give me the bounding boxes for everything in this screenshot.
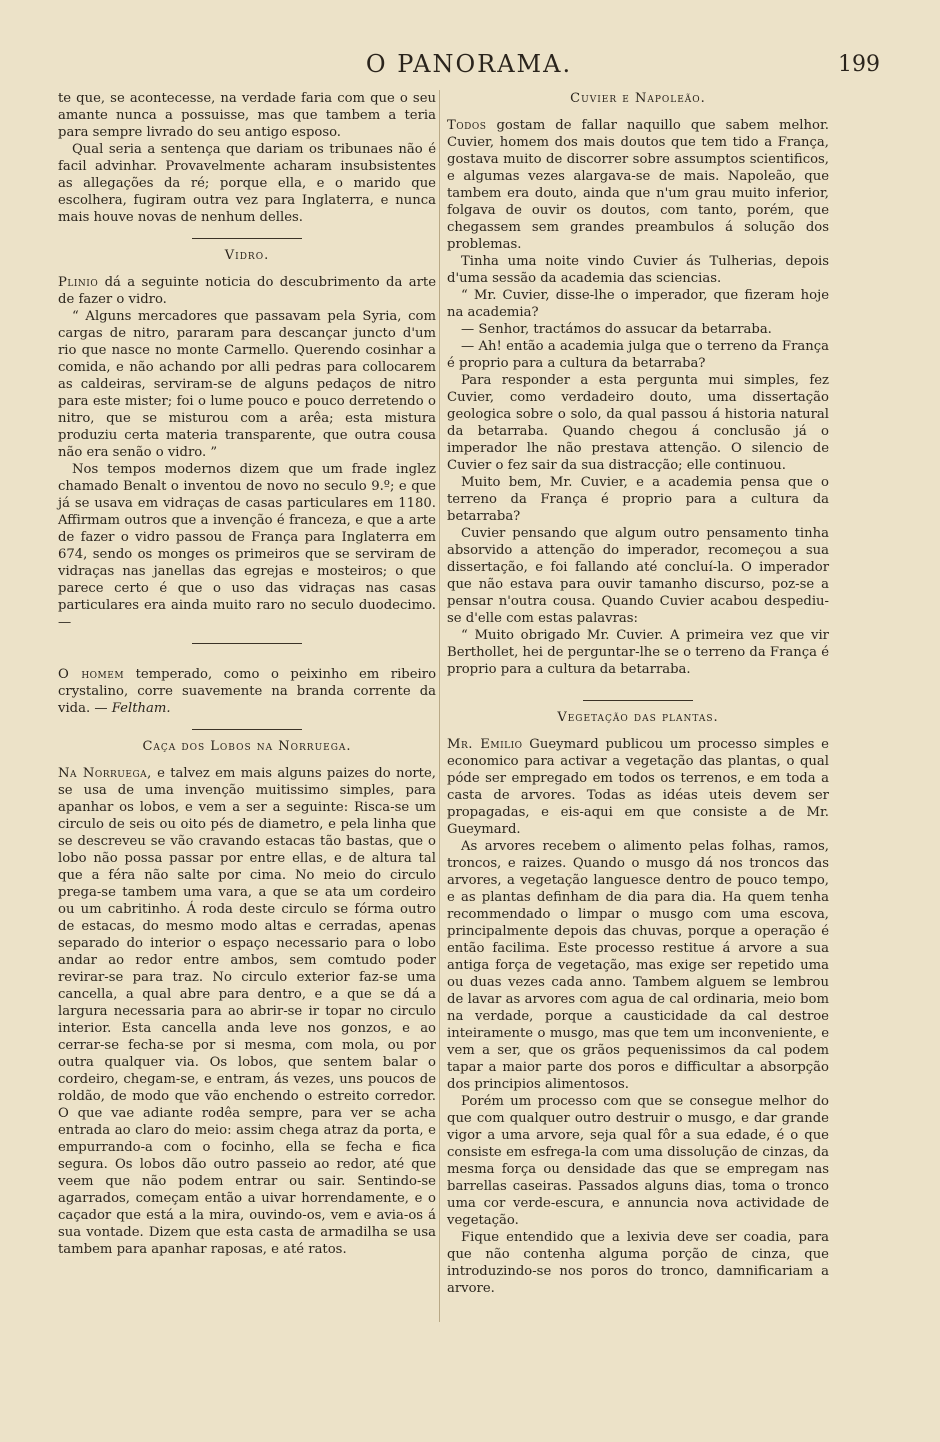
right-column [447, 90, 829, 1297]
lobos-paragraph [58, 765, 436, 1258]
page-number: 199 [838, 52, 880, 77]
lobos-lead: Na Norruega, [58, 766, 152, 781]
homem-text: temperado, como o peixinho em ribeiro crystalino, corre suavemente na branda corrente da vida. — [58, 667, 437, 716]
intro-paragraph-2: Qual seria a sentença que dariam os tribunaes não é facil advinhar. Provavelmente acharam insubsistentes as allegações da ré; porque ella, e o marido que escolhera, fugiram outra vez para Inglaterra, e nunca mais houve novas de nenhum delles. [58, 142, 436, 225]
cuvier-paragraph: Cuvier pensando que algum outro pensamento tinha absorvido a attenção do imperador, recomeçou a sua dissertação, e foi fallando até concluí-la. O imperador que não estava para ouvir tamanho discurso, poz-se a pensar n'outra cousa. Quando Cuvier acabou despediu-se d'elle com estas palavras: [447, 526, 829, 626]
vegetacao-paragraph-1 [447, 736, 829, 838]
vidro-p1-text: dá a seguinte noticia do descubrimento da arte de fazer o vidro. [58, 275, 436, 307]
cuvier-paragraph: — Ah! então a academia julga que o terreno da França é proprio para a cultura da betarraba? [447, 339, 829, 371]
cuvier-paragraph: Muito bem, Mr. Cuvier, e a academia pensa que o terreno da França é proprio para a cultura da betarraba? [447, 475, 829, 524]
vidro-lead-word: Plinio [58, 275, 99, 290]
vegetacao-p1-text: Gueymard publicou um processo simples e economico para activar a vegetação das plantas, o qual póde ser empregado em todos os terrenos, e em toda a casta de arvores. Todas as idéas uteis devem ser propagadas, e eis-aqui em que consiste a de Mr. Gueymard. [447, 737, 829, 837]
cuvier-paragraph: “ Muito obrigado Mr. Cuvier. A primeira vez que vir Berthollet, hei de perguntar-lhe se o terreno da França é proprio para a cultura da betarraba. [447, 628, 829, 677]
section-separator [192, 643, 302, 644]
homem-lead: O homem [58, 667, 125, 682]
cuvier-lead: Todos [447, 118, 487, 133]
section-separator [583, 700, 693, 701]
lobos-text: e talvez em mais alguns paizes do norte, se usa de uma invenção muitissimo simples, para apanhar os lobos, e vem a ser a seguinte: Risca-se um circulo de seis ou oito pés de diametro, e pela linha que se descreveu se vão cravando estacas tão bastas, que o lobo não possa passar por entre ellas, e de altura tal que a féra não salte por cima. No meio do circulo prega-se tambem uma vara, a que se ata um cordeiro ou um cabritinho. Á roda deste circulo se fórma outro de estacas, do mesmo modo altas e cerradas, apenas separado do interior o espaço necessario para o lobo andar ao redor entre ambos, sem comtudo poder revirar-se para traz. No circulo exterior faz-se uma cancella, a qual abre para dentro, e a que se dá a largura necessaria para ao abrir-se ir topar no circulo interior. Esta cancella anda leve nos gonzos, e ao cerrar-se fecha-se por si mesma, com mola, ou por outra qualquer via. Os lobos, que sentem balar o cordeiro, chegam-se, e entram, ás vezes, uns poucos de roldão, de modo que vão enchendo o estreito corredor. O que vae adiante rodêa sempre, para ver se acha entrada ao claro do meio: assim chega atraz da porta, e empurrando-a com o focinho, ella se fecha e fica segura. Os lobos dão outro passeio ao redor, até que veem que não podem entrar ou sair. Sentindo-se agarrados, começam então a uivar horrendamente, e o caçador que está a la mira, ouvindo-os, vem e avia-os á sua vontade. Dizem que esta casta de armadilha se usa tambem para apanhar raposas, e até ratos. [58, 766, 436, 1257]
cuvier-paragraph: Tinha uma noite vindo Cuvier ás Tulherias, depois d'uma sessão da academia das sciencias. [447, 254, 829, 286]
lobos-heading: Caça dos Lobos na Norruega. [142, 739, 352, 754]
vegetacao-paragraph: As arvores recebem o alimento pelas folhas, ramos, troncos, e raizes. Quando o musgo dá nos troncos das arvores, a vegetação languesce dentro de pouco tempo, e as plantas definham de dia para dia. Ha quem tenha recommendado o limpar o musgo com uma escova, principalmente depois das chuvas, porque a operação é então facilima. Este processo restitue á arvore a sua antiga força de vegetação, mas exige ser repetido uma ou duas vezes cada anno. Tambem alguem se lembrou de lavar as arvores com agua de cal ordinaria, meio bom na verdade, porque a causticidade da cal destroe inteiramente o musgo, mas que tem um inconveniente, e vem a ser, que os grãos pequenissimos da cal podem tapar a maior parte dos poros e difficultar a absorpção dos principios alimentosos. [447, 839, 829, 1092]
vidro-heading: Vidro. [224, 248, 270, 263]
masthead-title: O PANORAMA. [365, 50, 573, 78]
column-divider [439, 90, 440, 1322]
homem-author: Feltham. [111, 701, 171, 716]
vegetacao-paragraph: Porém um processo com que se consegue melhor do que com qualquer outro destruir o musgo, e dar grande vigor a uma arvore, seja qual fôr a sua edade, é o que consiste em esfrega-la com uma dissolução de cinzas, da mesma força ou densidade das que se empregam nas barrellas caseiras. Passados alguns dias, toma o tronco uma cor verde-escura, e annuncia nova actividade de vegetação. [447, 1094, 829, 1228]
vegetacao-paragraph: Fique entendido que a lexivia deve ser coadia, para que não contenha alguma porção de cinza, que introduzindo-se nos poros do tronco, damnificariam a arvore. [447, 1230, 829, 1296]
cuvier-paragraph: “ Mr. Cuvier, disse-lhe o imperador, que fizeram hoje na academia? [447, 288, 829, 320]
homem-paragraph [58, 666, 436, 717]
section-separator [192, 729, 302, 730]
cuvier-paragraph-1 [447, 117, 829, 253]
intro-paragraph-1: te que, se acontecesse, na verdade faria com que o seu amante nunca a possuisse, mas que tambem a teria para sempre livrado do seu antigo esposo. [58, 91, 436, 140]
vegetacao-lead: Mr. Emilio [447, 737, 523, 752]
vidro-paragraph-1 [58, 274, 436, 308]
page-header [58, 50, 880, 84]
cuvier-paragraph: — Senhor, tractámos do assucar da betarraba. [461, 322, 772, 337]
left-column [58, 90, 436, 1258]
cuvier-p1-text: gostam de fallar naquillo que sabem melhor. Cuvier, homem dos mais doutos que tem tido a França, gostava muito de discorrer sobre assumptos scientificos, e algumas vezes alargava-se de mais. Napoleão, que tambem era douto, ainda que n'um grau muito inferior, folgava de ouvir os doutos, com tanto, porém, que chegassem sem grandes preambulos á solução dos problemas. [447, 118, 829, 252]
section-separator [192, 238, 302, 239]
vidro-paragraph-2: “ Alguns mercadores que passavam pela Syria, com cargas de nitro, pararam para descançar juncto d'um rio que nasce no monte Carmello. Querendo cosinhar a comida, e não achando por alli pedras para collocarem as caldeiras, serviram-se de alguns pedaços de nitro para este mister; foi o lume pouco e pouco derretendo o nitro, que se misturou com a arêa; esta mistura produziu certa materia transparente, que outra cousa não era senão o vidro. ” [58, 309, 436, 460]
vidro-paragraph-3: Nos tempos modernos dizem que um frade inglez chamado Benalt o inventou de novo no seculo 9.º; e que já se usava em vidraças de casas particulares em 1180. Affirmam outros que a invenção é franceza, e que a arte de fazer o vidro passou de França para Inglaterra em 674, sendo os monges os primeiros que se serviram de vidraças nas janellas das egrejas e mosteiros; o que parece certo é que o uso das vidraças nas casas particulares era ainda muito raro no seculo duodecimo. — [58, 462, 436, 630]
cuvier-heading: Cuvier e Napoleão. [570, 91, 706, 106]
vegetacao-heading: Vegetação das plantas. [557, 710, 719, 725]
cuvier-paragraph: Para responder a esta pergunta mui simples, fez Cuvier, como verdadeiro douto, uma dissertação geologica sobre o solo, da qual passou á historia natural da betarraba. Quando chegou á conclusão já o imperador lhe não prestava attenção. O silencio de Cuvier o fez sair da sua distracção; elle continuou. [447, 373, 829, 473]
